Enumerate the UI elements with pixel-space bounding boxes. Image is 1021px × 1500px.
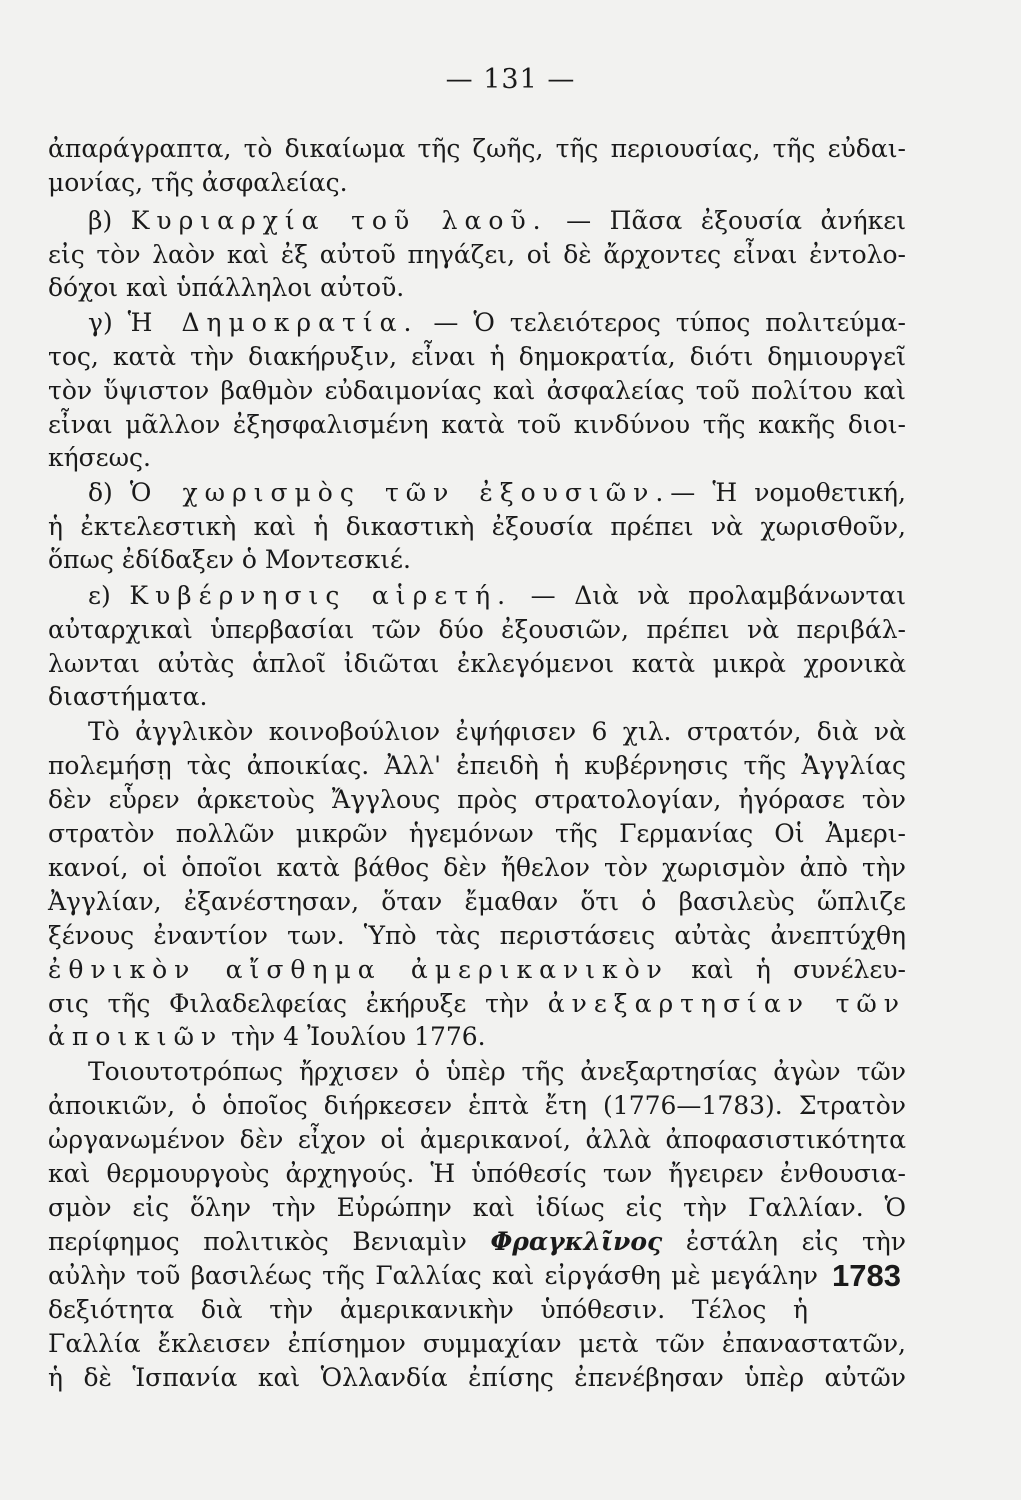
text-line: ἀποικιῶν, ὁ ὁποῖος διήρκεσεν ἑπτὰ ἔτη (1776—1783). Στρατὸν <box>48 1091 906 1120</box>
text-line: διαστήματα. <box>48 682 208 711</box>
text-line: Τοιουτοτρόπως ἤρχισεν ὁ ὑπὲρ τῆς ἀνεξαρτησίας ἀγὼν τῶν <box>88 1057 906 1086</box>
spaced-heading: Ἡ Δημοκρατία. <box>127 308 419 337</box>
text-line: δὲν εὗρεν ἀρκετοὺς Ἄγγλους πρὸς στρατολογίαν, ἠγόρασε τὸν <box>48 785 906 814</box>
text-line: μονίας, τῆς ἀσφαλείας. <box>48 168 348 197</box>
text-line: τὸν ὕψιστον βαθμὸν εὐδαιμονίας καὶ ἀσφαλείας τοῦ πολίτου καὶ <box>48 376 906 405</box>
text-line: Τὸ ἀγγλικὸν κοινοβούλιον ἐψήφισεν 6 χιλ. στρατόν, διὰ νὰ <box>88 717 906 746</box>
margin-note: 1783 <box>832 1258 901 1293</box>
text-line: σμὸν εἰς ὅλην τὴν Εὐρώπην καὶ ἰδίως εἰς τὴν Γαλλίαν. Ὁ <box>48 1193 906 1222</box>
page-number: — 131 — <box>445 64 576 95</box>
section-heading-e <box>88 579 906 613</box>
text-span: περίφημος πολιτικὸς Βενιαμὶν <box>48 1227 491 1256</box>
text-line: στρατὸν πολλῶν μικρῶν ἡγεμόνων τῆς Γερμανίας Οἱ Ἀμερι- <box>48 819 906 848</box>
text-line: αὐταρχικαὶ ὑπερβασίαι τῶν δύο ἐξουσιῶν, πρέπει νὰ περιβάλ- <box>48 615 906 644</box>
spaced-heading: Κυβέρνησις αἱρετή. <box>129 581 513 610</box>
text-span: καὶ ἡ συνέλευ- <box>668 955 907 984</box>
text-line: ἡ ἐκτελεστικὴ καὶ ἡ δικαστικὴ ἐξουσία πρέπει νὰ χωρισθοῦν, <box>48 512 906 541</box>
text-line: ὠργανωμένον δὲν εἶχον οἱ ἀμερικανοί, ἀλλὰ ἀποφασιστικότητα <box>48 1125 906 1154</box>
section-label: β) <box>88 206 131 235</box>
spaced-heading: Κυριαρχία τοῦ λαοῦ. <box>130 206 548 235</box>
text-line: Γαλλία ἔκλεισεν ἐπίσημον συμμαχίαν μετὰ τῶν ἐπαναστατῶν, <box>48 1329 906 1358</box>
text-line: καὶ θερμουργοὺς ἀρχηγούς. Ἡ ὑπόθεσίς των ἤγειρεν ἐνθουσια- <box>48 1159 906 1188</box>
text-line <box>48 953 906 987</box>
text-line: ἡ δὲ Ἱσπανία καὶ Ὁλλανδία ἐπίσης ἐπενέβησαν ὑπὲρ αὐτῶν <box>48 1363 906 1392</box>
text-line: δόχοι καὶ ὑπάλληλοι αὐτοῦ. <box>48 273 405 302</box>
text-line: τος, κατὰ τὴν διακήρυξιν, εἶναι ἡ δημοκρατία, διότι δημιουργεῖ <box>48 342 906 371</box>
text-span: — Διὰ νὰ προλαμβάνωνται <box>512 581 906 610</box>
text-span: τὴν 4 Ἰουλίου 1776. <box>223 1022 486 1051</box>
text-line: κανοί, οἱ ὁποῖοι κατὰ βάθος δὲν ἤθελον τὸν χωρισμὸν ἀπὸ τὴν <box>48 853 906 882</box>
text-line: λωνται αὐτὰς ἁπλοῖ ἰδιῶται ἐκλεγόμενοι κατὰ μικρὰ χρονικὰ <box>48 649 906 678</box>
section-heading-d <box>88 476 906 510</box>
text-line <box>48 1020 906 1054</box>
text-line: ὅπως ἐδίδαξεν ὁ Μοντεσκιέ. <box>48 545 411 574</box>
text-span: σις τῆς Φιλαδελφείας ἐκήρυξε τὴν <box>48 989 548 1018</box>
spaced-heading: Ὁ χωρισμὸς τῶν ἐξουσιῶν. <box>129 478 671 507</box>
text-span: ἐστάλη εἰς τὴν <box>662 1227 906 1256</box>
text-line: αὐλὴν τοῦ βασιλέως τῆς Γαλλίας καὶ εἰργάσθη μὲ μεγάλην <box>48 1261 818 1290</box>
text-span: — Πᾶσα ἐξουσία ἀνήκει <box>547 206 906 235</box>
text-line: δεξιότητα διὰ τὴν ἀμερικανικὴν ὑπόθεσιν. Τέλος ἡ <box>48 1295 808 1324</box>
text-line <box>48 987 906 1021</box>
text-line: ξένους ἐναντίον των. Ὑπὸ τὰς περιστάσεις αὐτὰς ἀνεπτύχθη <box>48 921 906 950</box>
section-label: δ) <box>88 478 130 507</box>
text-line: κήσεως. <box>48 443 151 472</box>
spaced-heading: ἐθνικὸν αἴσθημα ἀμερικανικὸν <box>48 955 669 984</box>
section-heading-b <box>88 204 906 238</box>
section-label: ε) <box>88 581 130 610</box>
spaced-heading: ἀποικιῶν <box>48 1022 224 1051</box>
section-label: γ) <box>88 308 128 337</box>
text-line: εἶναι μᾶλλον ἐξησφαλισμένη κατὰ τοῦ κινδύνου τῆς κακῆς διοι- <box>48 410 906 439</box>
text-span: — Ὁ τελειότερος τύπος πολιτεύμα- <box>418 308 906 337</box>
bold-name: Φραγκλῖνος <box>490 1227 663 1256</box>
section-heading-c <box>88 306 906 340</box>
text-line: εἰς τὸν λαὸν καὶ ἐξ αὐτοῦ πηγάζει, οἱ δὲ ἄρχοντες εἶναι ἐντολο- <box>48 240 906 269</box>
text-line: ἀπαράγραπτα, τὸ δικαίωμα τῆς ζωῆς, τῆς περιουσίας, τῆς εὐδαι- <box>48 134 906 163</box>
text-line <box>48 1225 906 1259</box>
spaced-heading: ἀνεξαρτησίαν τῶν <box>547 989 907 1018</box>
text-span: — Ἡ νομοθετική, <box>670 478 906 507</box>
text-line: Ἀγγλίαν, ἐξανέστησαν, ὅταν ἔμαθαν ὅτι ὁ βασιλεὺς ὥπλιζε <box>48 887 906 916</box>
text-line: πολεμήσῃ τὰς ἀποικίας. Ἀλλ' ἐπειδὴ ἡ κυβέρνησις τῆς Ἀγγλίας <box>48 751 906 780</box>
